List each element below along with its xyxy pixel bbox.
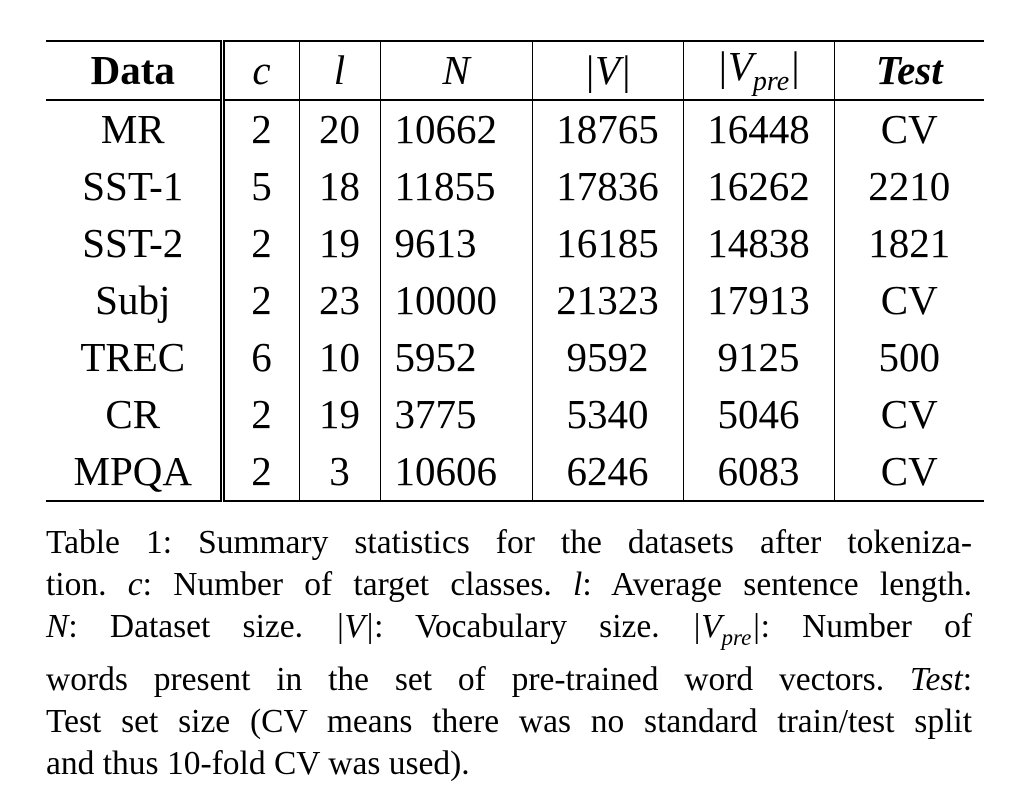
- cell-v: 16185: [532, 215, 683, 272]
- cell-test: CV: [880, 391, 938, 437]
- caption-line: and thus 10-fold CV was used).: [46, 745, 470, 782]
- table-header-row: [46, 41, 984, 100]
- cell-c: 5: [222, 158, 299, 215]
- cell-l: 18: [299, 158, 380, 215]
- header-l: l: [299, 41, 380, 100]
- cell-data: MR: [46, 100, 222, 158]
- cell-n: 10662: [380, 100, 532, 158]
- cell-c: 2: [222, 215, 299, 272]
- cell-v: 9592: [532, 329, 683, 386]
- table-row: [46, 329, 984, 386]
- cell-vpre: 6083: [683, 443, 834, 501]
- caption-line: Table 1: Summary statistics for the datasets after tokeniza-: [46, 524, 972, 561]
- header-c: c: [222, 41, 299, 100]
- caption-vpre-sub: pre: [721, 625, 752, 650]
- cell-data: SST-2: [46, 215, 222, 272]
- caption-line: [46, 659, 972, 701]
- cell-c: 2: [222, 386, 299, 443]
- cell-v: 21323: [532, 272, 683, 329]
- caption-line: Test set size (CV means there was no standard train/test split: [46, 703, 972, 740]
- cell-l: 20: [299, 100, 380, 158]
- cell-test: CV: [880, 106, 938, 152]
- cell-data: MPQA: [46, 443, 222, 501]
- cell-data: CR: [46, 386, 222, 443]
- cell-v: 5340: [532, 386, 683, 443]
- caption-text: : Dataset size.: [68, 608, 336, 645]
- header-vpre: [683, 41, 834, 100]
- cell-c: 6: [222, 329, 299, 386]
- table-row: [46, 386, 984, 443]
- header-data: Data: [46, 41, 222, 100]
- caption-text: : Number of: [760, 608, 972, 645]
- cell-vpre: 16262: [683, 158, 834, 215]
- caption-text: : Average sentence length.: [582, 566, 973, 603]
- cell-n: 9613: [380, 215, 532, 272]
- cell-vpre: 16448: [683, 100, 834, 158]
- caption-symbol-vpre: [691, 608, 761, 650]
- caption-text: : Number of target classes.: [142, 566, 574, 603]
- cell-l: 23: [299, 272, 380, 329]
- cell-data: Subj: [46, 272, 222, 329]
- header-v: |V|: [532, 41, 683, 100]
- cell-l: 19: [299, 215, 380, 272]
- dataset-statistics-table: [46, 40, 984, 502]
- header-vpre-base: |V: [716, 42, 753, 89]
- cell-l: 10: [299, 329, 380, 386]
- cell-n: 3775: [380, 386, 532, 443]
- caption-vpre-base: |V: [691, 608, 722, 645]
- cell-v: 17836: [532, 158, 683, 215]
- cell-n: 11855: [380, 158, 532, 215]
- header-vpre-sub: pre: [752, 65, 790, 97]
- cell-c: 2: [222, 272, 299, 329]
- cell-l: 19: [299, 386, 380, 443]
- cell-vpre: 5046: [683, 386, 834, 443]
- cell-v: 18765: [532, 100, 683, 158]
- caption-text: words present in the set of pre-trained word vectors.: [46, 661, 910, 698]
- table-caption: [46, 522, 972, 785]
- cell-vpre: 14838: [683, 215, 834, 272]
- header-test: Test: [875, 47, 943, 93]
- header-n: N: [380, 41, 532, 100]
- cell-test: CV: [880, 448, 938, 494]
- cell-c: 2: [222, 443, 299, 501]
- cell-data: TREC: [46, 329, 222, 386]
- cell-n: 10000: [380, 272, 532, 329]
- cell-data: SST-1: [46, 158, 222, 215]
- cell-l: 3: [299, 443, 380, 501]
- cell-c: 2: [222, 100, 299, 158]
- cell-test: 1821: [868, 220, 951, 266]
- cell-vpre: 17913: [683, 272, 834, 329]
- caption-line: [46, 564, 972, 606]
- header-vpre-close: |: [789, 42, 801, 89]
- caption-text: : Vocabulary size.: [374, 608, 692, 645]
- caption-test-label: Test: [909, 661, 963, 698]
- caption-vpre-close: |: [751, 608, 761, 645]
- caption-text: tion.: [46, 566, 128, 603]
- dataset-statistics-table-container: [46, 40, 984, 502]
- cell-test: 2210: [868, 163, 951, 209]
- caption-symbol-l: l: [573, 566, 583, 603]
- cell-v: 6246: [532, 443, 683, 501]
- caption-symbol-v: |V|: [335, 608, 375, 645]
- table-row: [46, 100, 984, 158]
- caption-symbol-c: c: [127, 566, 143, 603]
- table-row: [46, 158, 984, 215]
- caption-line: [46, 606, 972, 659]
- caption-symbol-n: N: [46, 608, 69, 645]
- table-row: [46, 215, 984, 272]
- table-row: [46, 443, 984, 501]
- cell-n: 10606: [380, 443, 532, 501]
- cell-test: CV: [880, 277, 938, 323]
- table-row: [46, 272, 984, 329]
- cell-vpre: 9125: [683, 329, 834, 386]
- caption-text: :: [962, 661, 972, 698]
- cell-n: 5952: [380, 329, 532, 386]
- cell-test: 500: [878, 334, 940, 380]
